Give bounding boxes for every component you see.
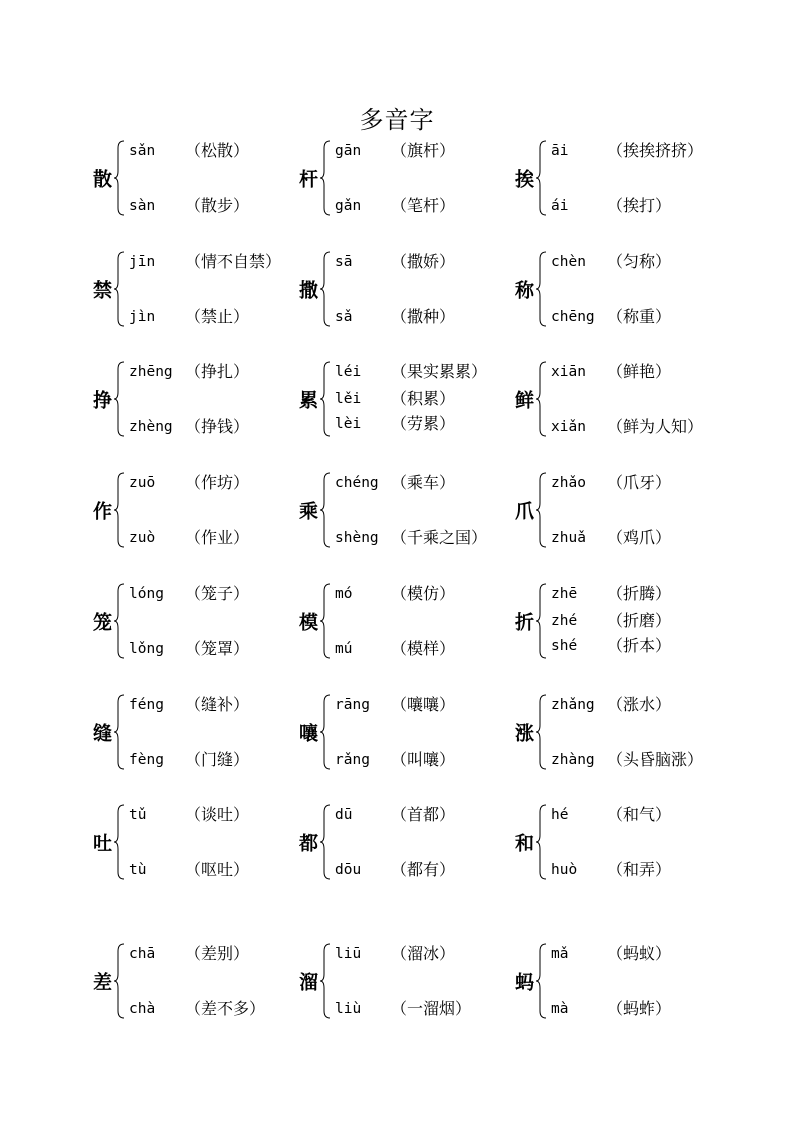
pinyin: lěi (335, 391, 362, 407)
entry-char: 都 (299, 832, 319, 855)
brace-icon (113, 138, 125, 218)
brace-icon (535, 692, 547, 772)
example-word: （撒娇） (391, 252, 456, 271)
brace-icon (319, 941, 331, 1021)
entry-5 (515, 249, 755, 329)
example-word: （头昏脑涨） (607, 750, 704, 769)
pinyin: rāng (335, 697, 370, 713)
entry-10 (299, 470, 539, 550)
entry-22 (299, 941, 539, 1021)
example-word: （匀称） (607, 252, 672, 271)
example-word: （挨打） (607, 196, 672, 215)
pinyin: mǎ (551, 946, 569, 962)
example-word: （差别） (185, 944, 250, 963)
entry-23 (515, 941, 755, 1021)
pinyin: tù (129, 862, 147, 878)
brace-icon (319, 359, 331, 439)
entry-19 (299, 802, 539, 882)
pinyin: chà (129, 1001, 156, 1017)
pinyin: zhē (551, 586, 578, 602)
example-word: （笼罩） (185, 639, 250, 658)
pinyin: dōu (335, 862, 362, 878)
brace-icon (113, 802, 125, 882)
entry-char: 蚂 (515, 971, 535, 994)
pinyin: chēng (551, 309, 595, 325)
example-word: （乘车） (391, 473, 456, 492)
brace-icon (319, 692, 331, 772)
pinyin: lèi (335, 416, 362, 432)
pinyin: āi (551, 143, 569, 159)
pinyin: léi (335, 364, 362, 380)
example-word: （劳累） (391, 414, 456, 433)
example-word: （溜冰） (391, 944, 456, 963)
pinyin: mà (551, 1001, 569, 1017)
entry-15 (93, 692, 333, 772)
brace-icon (535, 581, 547, 661)
pinyin: huò (551, 862, 578, 878)
example-word: （作业） (185, 528, 250, 547)
example-word: （鸡爪） (607, 528, 672, 547)
example-word: （松散） (185, 141, 250, 160)
example-word: （称重） (607, 307, 672, 326)
entry-0 (93, 138, 333, 218)
pinyin: zhuǎ (551, 530, 586, 546)
entry-13 (299, 581, 539, 661)
pinyin: zhèng (129, 419, 173, 435)
pinyin: zuò (129, 530, 156, 546)
example-word: （嚷嚷） (391, 695, 456, 714)
example-word: （作坊） (185, 473, 250, 492)
example-word: （鲜艳） (607, 362, 672, 381)
example-word: （千乘之国） (391, 528, 488, 547)
brace-icon (113, 581, 125, 661)
brace-icon (113, 941, 125, 1021)
example-word: （谈吐） (185, 805, 250, 824)
example-word: （模样） (391, 639, 456, 658)
entry-18 (93, 802, 333, 882)
example-word: （禁止） (185, 307, 250, 326)
example-word: （涨水） (607, 695, 672, 714)
pinyin: sàn (129, 198, 156, 214)
brace-icon (535, 138, 547, 218)
entry-char: 乘 (299, 500, 319, 523)
brace-icon (535, 470, 547, 550)
example-word: （呕吐） (185, 860, 250, 879)
brace-icon (319, 249, 331, 329)
pinyin: liù (335, 1001, 362, 1017)
pinyin: féng (129, 697, 164, 713)
entry-20 (515, 802, 755, 882)
brace-icon (535, 802, 547, 882)
entry-2 (515, 138, 755, 218)
brace-icon (319, 138, 331, 218)
example-word: （都有） (391, 860, 456, 879)
entry-char: 缝 (93, 722, 113, 745)
entry-char: 禁 (93, 279, 113, 302)
brace-icon (535, 359, 547, 439)
example-word: （折腾） (607, 584, 672, 603)
example-word: （叫嚷） (391, 750, 456, 769)
example-word: （积累） (391, 389, 456, 408)
example-word: （情不自禁） (185, 252, 282, 271)
entry-char: 涨 (515, 722, 535, 745)
pinyin: zhǎo (551, 475, 586, 491)
entry-11 (515, 470, 755, 550)
pinyin: hé (551, 807, 569, 823)
example-word: （一溜烟） (391, 999, 472, 1018)
entry-7 (299, 359, 539, 439)
pinyin: zhé (551, 613, 578, 629)
pinyin: mú (335, 641, 353, 657)
example-word: （笼子） (185, 584, 250, 603)
brace-icon (319, 470, 331, 550)
pinyin: xiǎn (551, 419, 586, 435)
entry-8 (515, 359, 755, 439)
entry-4 (299, 249, 539, 329)
example-word: （爪牙） (607, 473, 672, 492)
brace-icon (113, 359, 125, 439)
pinyin: zhǎng (551, 697, 595, 713)
pinyin: chèn (551, 254, 586, 270)
pinyin: shèng (335, 530, 379, 546)
pinyin: sǎ (335, 309, 353, 325)
entry-char: 吐 (93, 832, 113, 855)
brace-icon (113, 470, 125, 550)
entry-char: 鲜 (515, 389, 535, 412)
page-title: 多音字 (359, 106, 435, 134)
example-word: （折磨） (607, 611, 672, 630)
example-word: （差不多） (185, 999, 266, 1018)
entry-14 (515, 581, 755, 661)
brace-icon (113, 249, 125, 329)
entry-21 (93, 941, 333, 1021)
pinyin: gān (335, 143, 362, 159)
pinyin: chéng (335, 475, 379, 491)
pinyin: sā (335, 254, 353, 270)
pinyin: lǒng (129, 641, 164, 657)
entry-char: 笼 (93, 611, 113, 634)
example-word: （蚂蚱） (607, 999, 672, 1018)
pinyin: xiān (551, 364, 586, 380)
example-word: （撒种） (391, 307, 456, 326)
example-word: （挣扎） (185, 362, 250, 381)
pinyin: chā (129, 946, 156, 962)
brace-icon (113, 692, 125, 772)
entry-char: 嚷 (299, 722, 319, 745)
entry-char: 称 (515, 279, 535, 302)
example-word: （笔杆） (391, 196, 456, 215)
brace-icon (319, 581, 331, 661)
pinyin: mó (335, 586, 353, 602)
example-word: （挣钱） (185, 417, 250, 436)
example-word: （和气） (607, 805, 672, 824)
pinyin: zhàng (551, 752, 595, 768)
example-word: （缝补） (185, 695, 250, 714)
entry-1 (299, 138, 539, 218)
pinyin: liū (335, 946, 362, 962)
example-word: （果实累累） (391, 362, 488, 381)
pinyin: rǎng (335, 752, 370, 768)
entry-char: 模 (299, 611, 319, 634)
brace-icon (535, 249, 547, 329)
example-word: （旗杆） (391, 141, 456, 160)
brace-icon (319, 802, 331, 882)
pinyin: zhēng (129, 364, 173, 380)
entry-3 (93, 249, 333, 329)
pinyin: dū (335, 807, 353, 823)
example-word: （模仿） (391, 584, 456, 603)
entry-char: 作 (93, 500, 113, 523)
pinyin: zuō (129, 475, 156, 491)
entry-char: 累 (299, 389, 319, 412)
brace-icon (535, 941, 547, 1021)
pinyin: tǔ (129, 807, 147, 823)
entry-char: 挣 (93, 389, 113, 412)
pinyin: ái (551, 198, 569, 214)
pinyin: gǎn (335, 198, 362, 214)
example-word: （首都） (391, 805, 456, 824)
example-word: （折本） (607, 636, 672, 655)
example-word: （门缝） (185, 750, 250, 769)
example-word: （蚂蚁） (607, 944, 672, 963)
entry-16 (299, 692, 539, 772)
entry-9 (93, 470, 333, 550)
example-word: （和弄） (607, 860, 672, 879)
pinyin: jìn (129, 309, 156, 325)
pinyin: sǎn (129, 143, 156, 159)
entry-17 (515, 692, 755, 772)
entry-char: 挨 (515, 168, 535, 191)
entry-char: 杆 (299, 168, 319, 191)
entry-char: 折 (515, 611, 535, 634)
entry-char: 差 (93, 971, 113, 994)
entry-char: 爪 (515, 500, 535, 523)
entry-char: 撒 (299, 279, 319, 302)
pinyin: fèng (129, 752, 164, 768)
entry-12 (93, 581, 333, 661)
pinyin: lóng (129, 586, 164, 602)
entry-char: 和 (515, 832, 535, 855)
example-word: （散步） (185, 196, 250, 215)
example-word: （挨挨挤挤） (607, 141, 704, 160)
pinyin: jīn (129, 254, 156, 270)
example-word: （鲜为人知） (607, 417, 704, 436)
pinyin: shé (551, 638, 578, 654)
entry-char: 散 (93, 168, 113, 191)
entry-6 (93, 359, 333, 439)
entry-char: 溜 (299, 971, 319, 994)
